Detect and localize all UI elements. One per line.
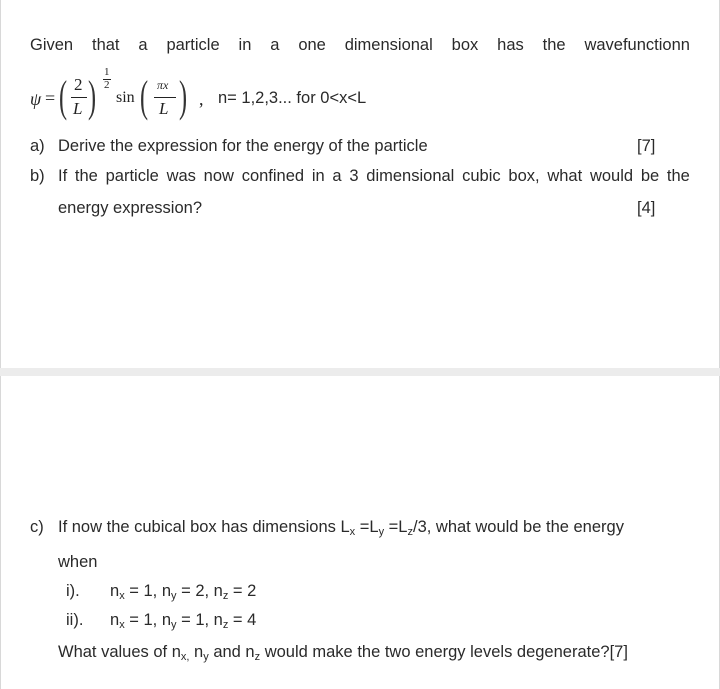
question-b-word: now (203, 167, 234, 185)
intro-word: box (451, 36, 479, 54)
question-b-word: a (332, 167, 342, 185)
question-a-marks: [7] (637, 137, 656, 155)
fraction-denominator: L (73, 99, 83, 118)
question-b-word: dimensional (366, 167, 455, 185)
subscript: y (378, 526, 385, 538)
question-c-text: would make the two energy levels degenerate?[7] (260, 643, 628, 661)
question-b-word: box, (508, 167, 540, 185)
sub-item-text: n (110, 611, 120, 629)
left-paren: ( (140, 72, 149, 121)
fraction-denominator: L (159, 99, 169, 118)
question-c-label: c) (30, 518, 44, 536)
intro-word: a (270, 36, 280, 54)
subscript: y (203, 651, 209, 663)
page-separator (0, 368, 720, 376)
subscript: z (254, 651, 261, 663)
subscript: y (171, 590, 177, 602)
question-a-label: a) (30, 137, 45, 155)
question-c-text: If now the cubical box has dimensions L (58, 518, 350, 536)
question-c-text: /3, what would be the energy (412, 518, 624, 536)
question-c-text: and n (208, 643, 255, 661)
question-b-label: b) (30, 167, 45, 185)
subscript: z (222, 619, 229, 631)
comma: , (199, 89, 204, 109)
quantum-condition: n= 1,2,3... for 0<x<L (218, 89, 367, 107)
left-paren: ( (59, 72, 68, 121)
right-paren: ) (88, 72, 97, 121)
subscript: y (171, 619, 177, 631)
sub-item-label: ii). (66, 611, 84, 629)
subscript: x (119, 619, 125, 631)
subscript: x (119, 590, 125, 602)
intro-word: in (238, 36, 252, 54)
fraction-bar (71, 97, 87, 98)
question-c-text: n (189, 643, 204, 661)
sub-item-text: = 2 (228, 582, 257, 600)
sub-item-label: i). (66, 582, 80, 600)
subscript: x, (180, 651, 190, 663)
question-b-word: in (311, 167, 325, 185)
intro-word: Given (30, 36, 74, 54)
sub-item-text: = 1, n (124, 611, 172, 629)
exponent-numerator: 1 (104, 66, 110, 78)
intro-word: the (542, 36, 566, 54)
psi-symbol: ψ (30, 89, 42, 109)
question-c-line1 (58, 518, 624, 538)
fraction-bar (154, 97, 176, 98)
intro-word: that (91, 36, 120, 54)
question-c-text: What values of n (58, 643, 181, 661)
question-b-word: was (166, 167, 196, 185)
sub-item-text: = 1, n (124, 582, 172, 600)
sub-item-text: n (110, 582, 120, 600)
question-b-word: be (640, 167, 660, 185)
intro-word: dimensional (344, 36, 433, 54)
intro-line (30, 36, 690, 55)
question-b-word: particle (105, 167, 159, 185)
intro-word: particle (166, 36, 220, 54)
question-b-word: 3 (349, 167, 359, 185)
subscript: z (222, 590, 229, 602)
question-b-word: If (58, 167, 68, 185)
question-c-text: =L (384, 518, 408, 536)
equals-sign: = (45, 88, 56, 108)
intro-word: one (298, 36, 326, 54)
question-b-line1 (58, 167, 690, 186)
question-b-line2: energy expression? (58, 199, 203, 217)
sub-item-text: = 4 (228, 611, 257, 629)
intro-word: wavefunctionn (584, 36, 690, 54)
right-paren: ) (179, 72, 188, 121)
question-c-final (58, 643, 628, 663)
sin-function: sin (116, 89, 135, 106)
fraction-numerator: πx (157, 78, 169, 92)
question-c-text: =L (355, 518, 379, 536)
intro-word: a (138, 36, 148, 54)
subscript: z (407, 526, 413, 538)
question-b-marks: [4] (637, 199, 656, 217)
question-b-word: confined (241, 167, 305, 185)
question-c-line2: when (58, 553, 98, 571)
fraction-numerator: 2 (74, 75, 83, 94)
sub-item-quantum-numbers (110, 611, 256, 631)
question-b-word: would (589, 167, 634, 185)
question-b-word: the (666, 167, 690, 185)
question-b-word: what (547, 167, 583, 185)
wavefunction-equation (30, 66, 430, 128)
question-b-word: cubic (462, 167, 501, 185)
question-b-word: the (74, 167, 98, 185)
subscript: x (349, 526, 356, 538)
sub-item-text: = 1, n (176, 611, 223, 629)
sub-item-quantum-numbers (110, 582, 256, 602)
question-a-text: Derive the expression for the energy of the particle (58, 137, 428, 155)
exponent-denominator: 2 (104, 79, 110, 91)
sub-item-text: = 2, n (176, 582, 223, 600)
intro-word: has (497, 36, 524, 54)
